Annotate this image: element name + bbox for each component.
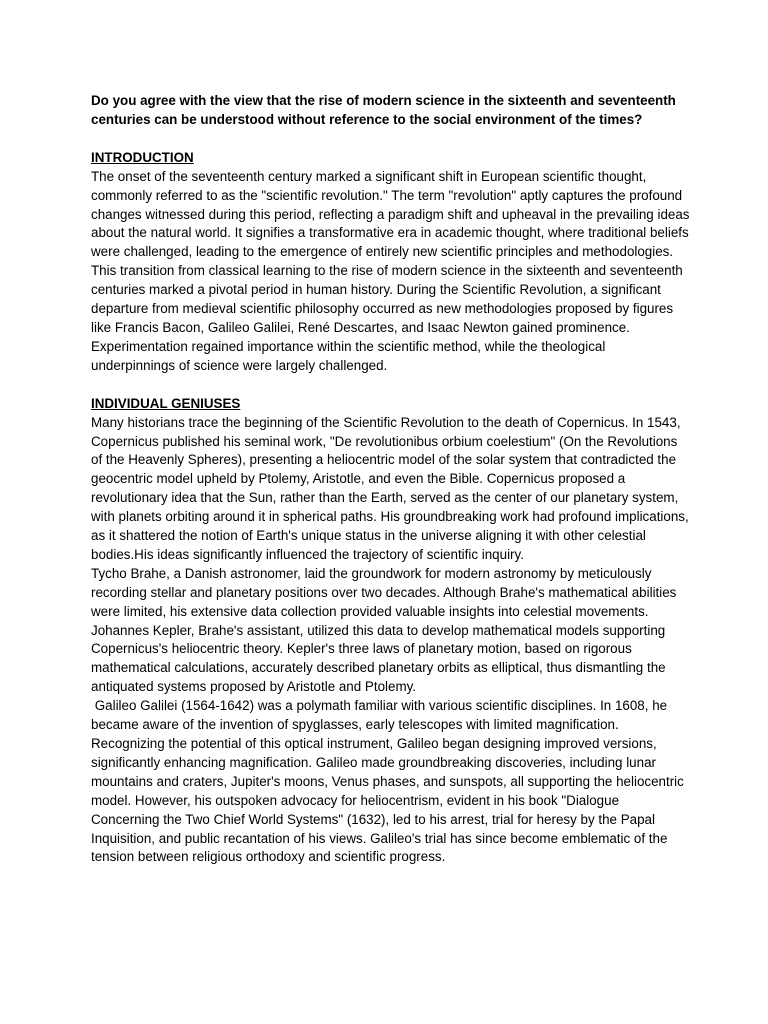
section-spacer [91, 376, 691, 395]
document-page [91, 92, 691, 867]
galileo-paragraph: Galileo Galilei (1564-1642) was a polymath familiar with various scientific disciplines. In 1608, he became aware of the invention of spyglasses, early telescopes with limited magnification. Recognizing the potential of this optical instrument, Galileo began designing improved versions, significantly enhancing magnification. Galileo made groundbreaking discoveries, including lunar mountains and craters, Jupiter's moons, Venus phases, and sunspots, all supporting the heliocentric model. However, his outspoken advocacy for heliocentrism, evident in his book "Dialogue Concerning the Two Chief World Systems" (1632), led to his arrest, trial for heresy by the Papal Inquisition, and public recantation of his views. Galileo's trial has since become emblematic of the tension between religious orthodoxy and scientific progress. [91, 698, 688, 865]
introduction-paragraph: The onset of the seventeenth century marked a significant shift in European scientific thought, commonly referred to as the "scientific revolution." The term "revolution" aptly captures the profound changes witnessed during this period, reflecting a paradigm shift and upheaval in the prevailing ideas about the natural world. It signifies a transformative era in academic thought, where traditional beliefs were challenged, leading to the emergence of entirely new scientific principles and methodologies. This transition from classical learning to the rise of modern science in the sixteenth and seventeenth centuries marked a pivotal period in human history. During the Scientific Revolution, a significant departure from medieval scientific philosophy occurred as new methodologies proposed by figures like Francis Bacon, Galileo Galilei, René Descartes, and Isaac Newton gained prominence. Experimentation regained importance within the scientific method, while the theological underpinnings of science were largely challenged. [91, 168, 690, 373]
essay-question: Do you agree with the view that the rise of modern science in the sixteenth and seventeenth centuries can be understood without reference to the social environment of the times? [91, 93, 676, 127]
brahe-kepler-paragraph: Tycho Brahe, a Danish astronomer, laid the groundwork for modern astronomy by meticulously recording stellar and planetary positions over two decades. Although Brahe's mathematical abilities were limited, his extensive data collection provided valuable insights into celestial movements. Johannes Kepler, Brahe's assistant, utilized this data to develop mathematical models supporting Copernicus's heliocentric theory. Kepler's three laws of planetary motion, based on rigorous mathematical calculations, accurately described planetary orbits as elliptical, thus dismantling the antiquated systems proposed by Aristotle and Ptolemy. [91, 565, 677, 695]
section-heading-introduction: INTRODUCTION [91, 149, 194, 165]
copernicus-paragraph: Many historians trace the beginning of the Scientific Revolution to the death of Copernicus. In 1543, Copernicus published his seminal work, "De revolutionibus orbium coelestium" (On the Revolutions of the Heavenly Spheres), presenting a heliocentric model of the solar system that contradicted the geocentric model upheld by Ptolemy, Aristotle, and even the Bible. Copernicus proposed a revolutionary idea that the Sun, rather than the Earth, served as the center of our planetary system, with planets orbiting around it in spherical paths. His groundbreaking work had profound implications, as it shattered the notion of Earth's unique status in the universe aligning it with other celestial bodies.His ideas significantly influenced the trajectory of scientific inquiry. [91, 414, 689, 562]
section-heading-individual-geniuses: INDIVIDUAL GENIUSES [91, 395, 241, 411]
